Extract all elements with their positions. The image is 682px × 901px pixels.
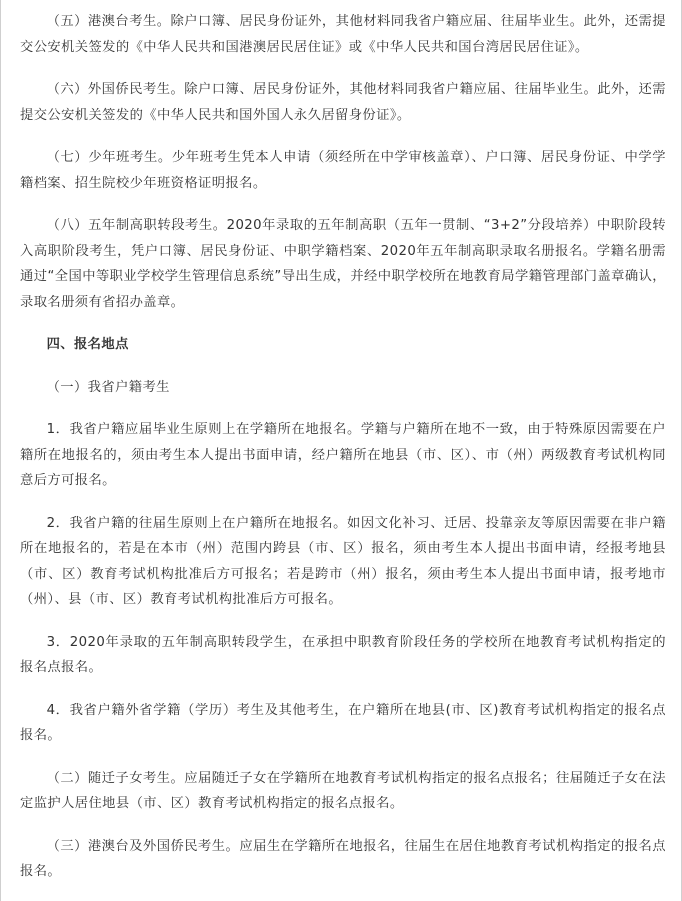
paragraph-foreign-national-candidates: （六）外国侨民考生。除户口簿、居民身份证外，其他材料同我省户籍应届、往届毕业生。此外，还需提交公安机关签发的《中华人民共和国外国人永久居留身份证》。 bbox=[20, 82, 666, 123]
paragraph-item-4: 4．我省户籍外省学籍（学历）考生及其他考生，在户籍所在地县(市、区)教育考试机构指定的报名点报名。 bbox=[20, 702, 666, 743]
paragraph-hk-macao-taiwan-foreign-candidates: （三）港澳台及外国侨民考生。应届生在学籍所在地报名，往届生在居住地教育考试机构指定的报名点报名。 bbox=[20, 838, 666, 879]
paragraph-item-3: 3．2020年录取的五年制高职转段学生，在承担中职教育阶段任务的学校所在地教育考试机构指定的报名点报名。 bbox=[20, 634, 666, 675]
paragraph-migrant-children-candidates: （二）随迁子女考生。应届随迁子女在学籍所在地教育考试机构指定的报名点报名；往届随迁子女在法定监护人居住地县（市、区）教育考试机构指定的报名点报名。 bbox=[20, 770, 666, 811]
paragraph-item-1: 1．我省户籍应届毕业生原则上在学籍所在地报名。学籍与户籍所在地不一致，由于特殊原因需要在户籍所在地报名的，须由考生本人提出书面申请，经户籍所在地县（市、区）、市（州）两级教育考试机构同意后方可报名。 bbox=[20, 422, 666, 488]
paragraph-five-year-vocational-candidates: （八）五年制高职转段考生。2020年录取的五年制高职（五年一贯制、“3+2”分段培养）中职阶段转入高职阶段考生，凭户口簿、居民身份证、中职学籍档案、2020年五年制高职录取名册报名。学籍名册需通过“全国中等职业学校学生管理信息系统”导出生成，并经中职学校所在地教育局学籍管理部门盖章确认，录取名册须有省招办盖章。 bbox=[20, 218, 666, 310]
section-heading-registration-location: 四、报名地点 bbox=[46, 337, 129, 352]
paragraph-junior-class-candidates: （七）少年班考生。少年班考生凭本人申请（须经所在中学审核盖章）、户口簿、居民身份证、中学学籍档案、招生院校少年班资格证明报名。 bbox=[20, 150, 666, 191]
paragraph-item-2: 2．我省户籍的往届生原则上在户籍所在地报名。如因文化补习、迁居、投靠亲友等原因需要在非户籍所在地报名的，若是在本市（州）范围内跨县（市、区）报名，须由考生本人提出书面申请，经报考地县（市、区）教育考试机构批准后方可报名；若是跨市（州）报名，须由考生本人提出书面申请，报考地市（州）、县（市、区）教育考试机构批准后方可报名。 bbox=[20, 515, 666, 607]
paragraph-hk-macao-taiwan-candidates: （五）港澳台考生。除户口簿、居民身份证外，其他材料同我省户籍应届、往届毕业生。此外，还需提交公安机关签发的《中华人民共和国港澳居民居住证》或《中华人民共和国台湾居民居住证》。 bbox=[20, 14, 666, 55]
subheading-local-household-candidates: （一）我省户籍考生 bbox=[46, 379, 170, 395]
document-content bbox=[20, 9, 666, 885]
